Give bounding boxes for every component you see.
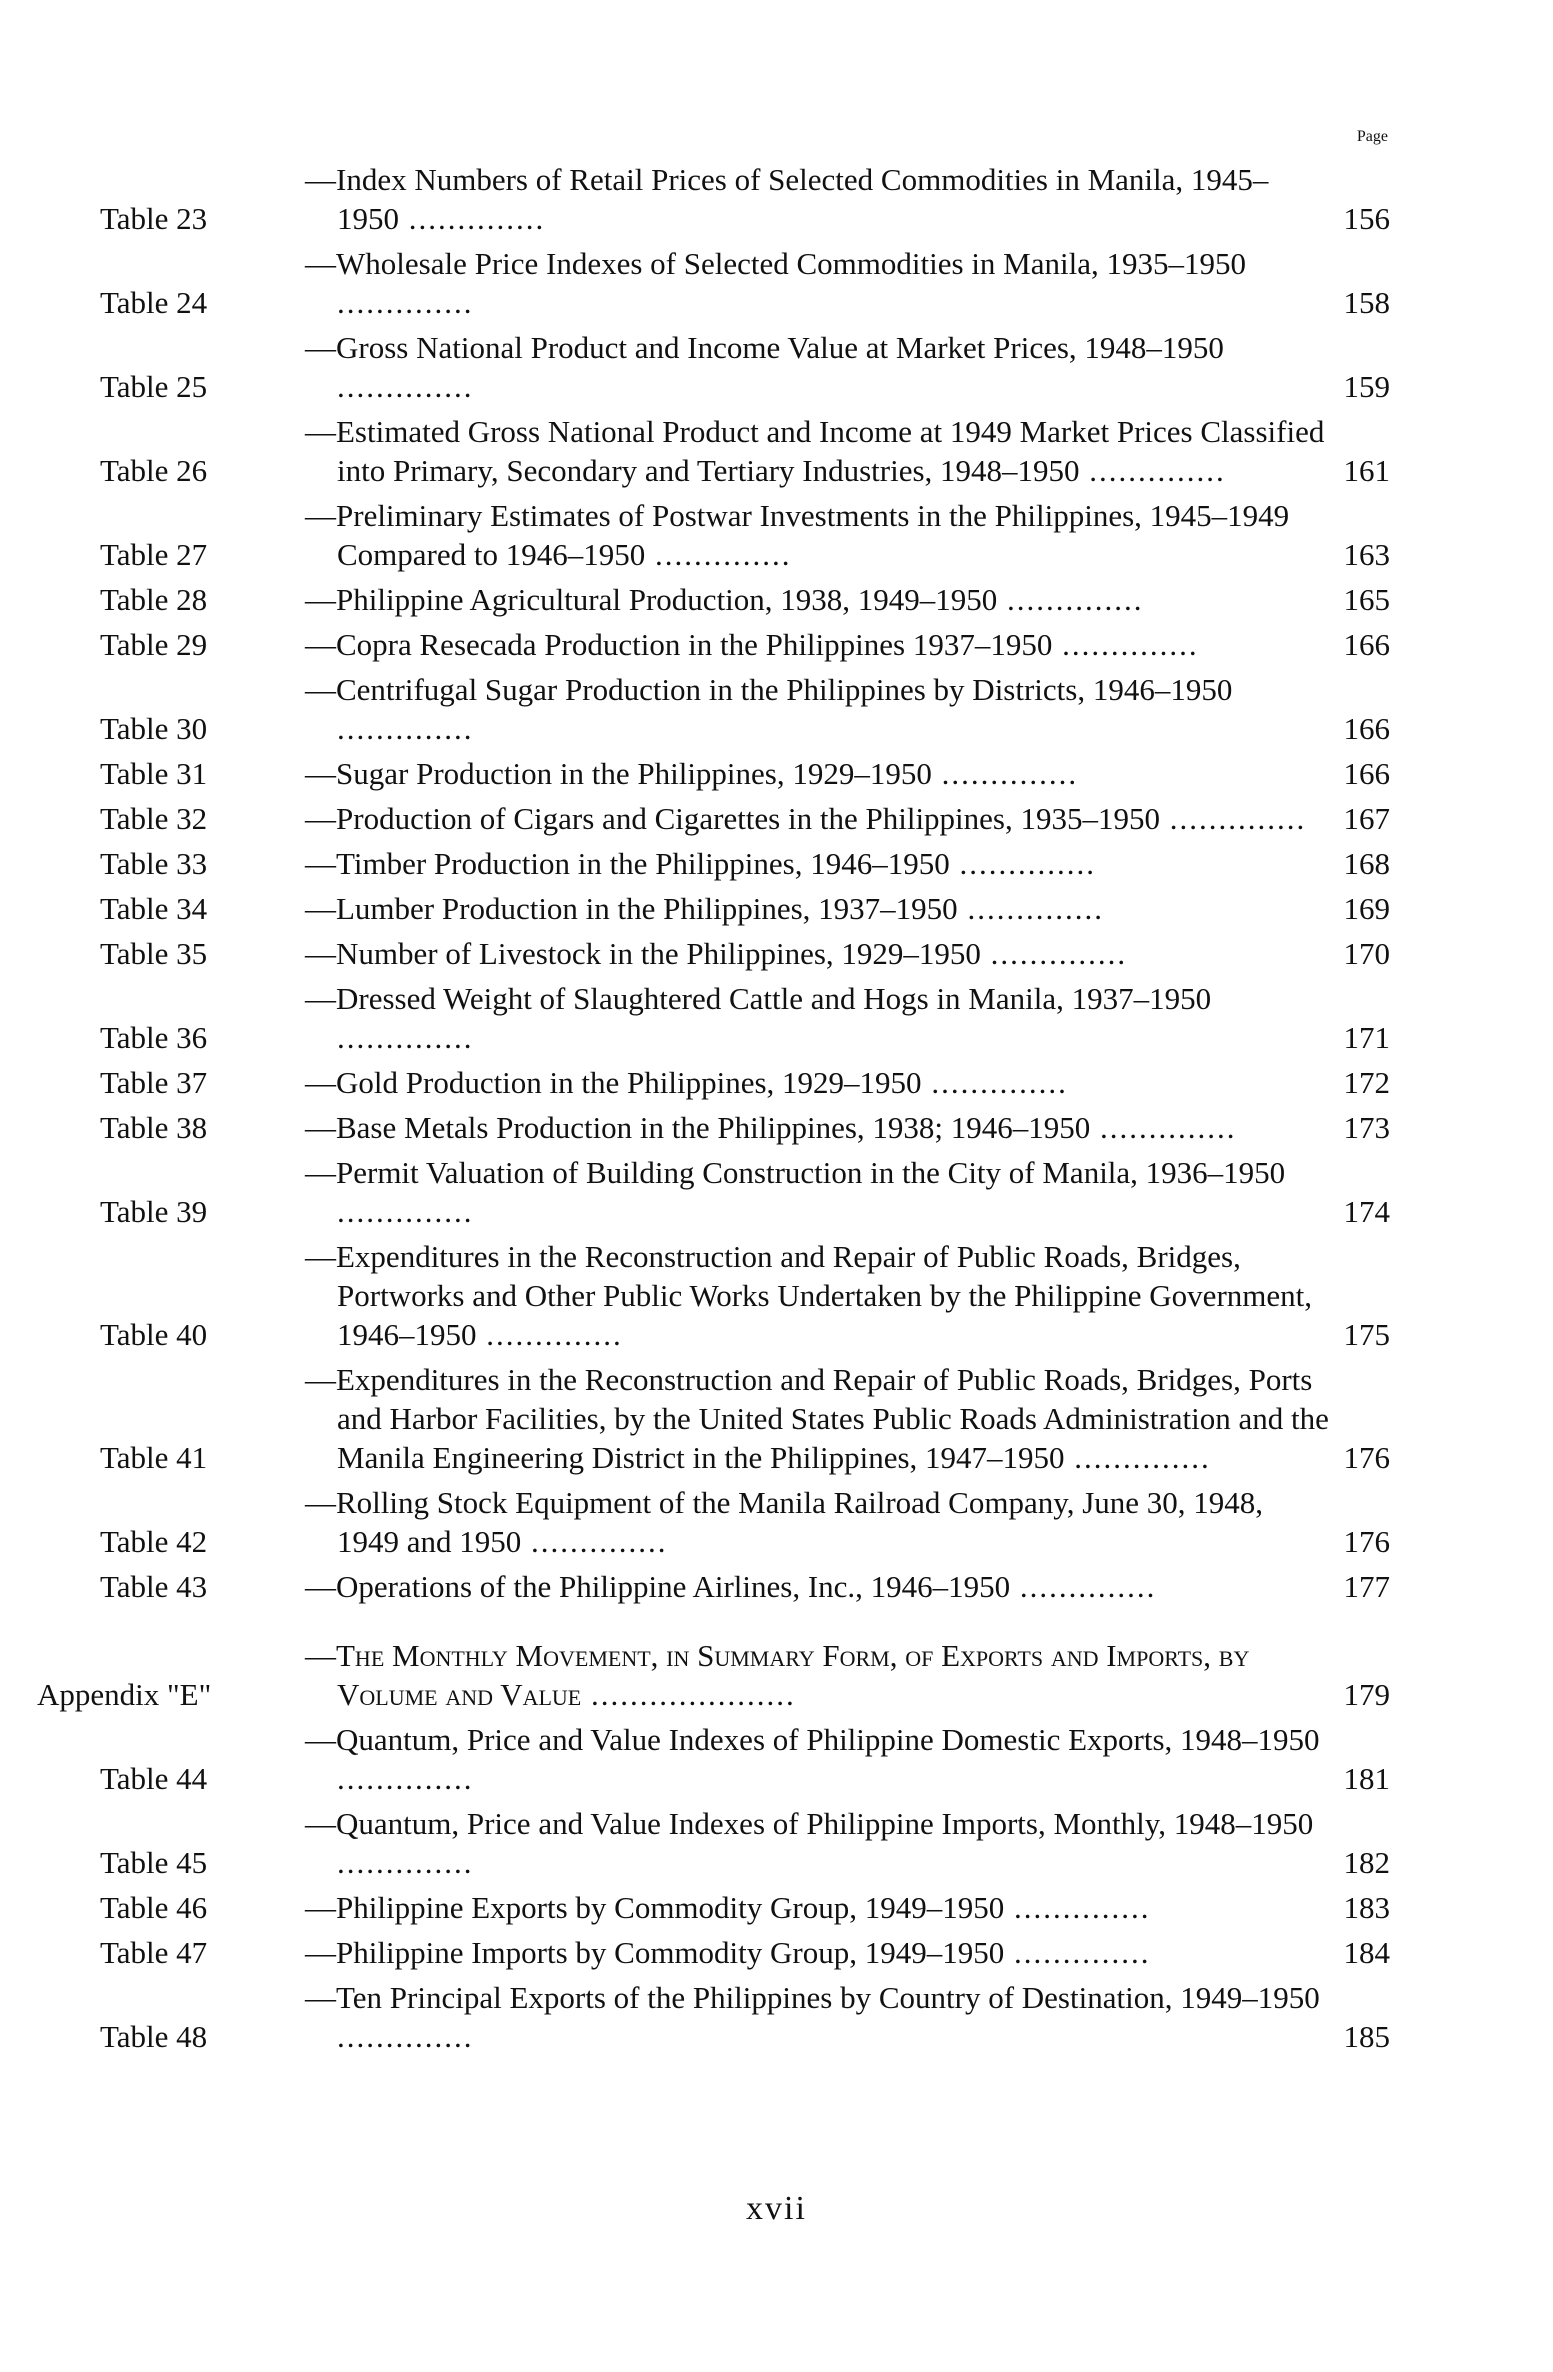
entry-page-number: 166 (1343, 756, 1390, 791)
entry-title (305, 328, 1330, 406)
toc-entry (100, 754, 1390, 793)
dot-leader: .............. (957, 891, 1104, 926)
entry-page-number: 176 (1343, 1524, 1390, 1559)
toc-entry (100, 934, 1390, 973)
dot-leader: .............. (476, 1317, 623, 1352)
entry-label: Table 35 (100, 936, 208, 971)
appendix-title (305, 1636, 1330, 1714)
entry-page-number: 165 (1343, 582, 1390, 617)
dot-leader: .............. (1079, 453, 1226, 488)
entry-label: Table 30 (100, 711, 208, 746)
entry-label: Table 41 (100, 1440, 208, 1475)
entry-label: Table 24 (100, 285, 208, 320)
toc-entry (100, 979, 1390, 1057)
entry-page-number: 167 (1343, 801, 1390, 836)
entry-title-text: —Production of Cigars and Cigarettes in the Philippines, 1935–1950 (305, 801, 1160, 836)
entry-title (305, 1567, 1330, 1606)
dot-leader: .............. (337, 369, 474, 404)
toc-entry (100, 1978, 1390, 2056)
entry-title-text: —Rolling Stock Equipment of the Manila Railroad Company, June 30, 1948, 1949 and 1950 (305, 1485, 1264, 1559)
dot-leader: .............. (399, 201, 546, 236)
dot-leader: .............. (337, 1020, 474, 1055)
entry-page-number: 181 (1343, 1761, 1390, 1796)
entry-title-text: —Expenditures in the Reconstruction and Repair of Public Roads, Bridges, Portworks and Other Public Works Undertaken by the Philippine Government, 1946–1950 (305, 1239, 1313, 1352)
entry-page-number: 163 (1343, 537, 1390, 572)
entry-label: Table 39 (100, 1194, 208, 1229)
entry-label: Table 33 (100, 846, 208, 881)
dot-leader: .............. (337, 2019, 474, 2054)
entry-title (305, 1933, 1330, 1972)
entry-label: Table 31 (100, 756, 208, 791)
entry-title (305, 412, 1330, 490)
entry-label: Table 25 (100, 369, 208, 404)
entry-title-text: —Philippine Imports by Commodity Group, 1949–1950 (305, 1935, 1005, 1970)
entry-title (305, 1804, 1330, 1882)
toc-entry (100, 496, 1390, 574)
toc-entry (100, 1888, 1390, 1927)
spacer (100, 1612, 1390, 1636)
entry-page-number: 174 (1343, 1194, 1390, 1229)
dot-leader: .............. (337, 711, 474, 746)
dot-leader: .............. (1010, 1569, 1157, 1604)
dot-leader: .............. (337, 1845, 474, 1880)
entry-label: Table 44 (100, 1761, 208, 1796)
entry-title (305, 1360, 1330, 1477)
toc-list (100, 160, 1390, 1606)
entry-title (305, 1720, 1330, 1798)
entry-title-text: —Base Metals Production in the Philippines, 1938; 1946–1950 (305, 1110, 1091, 1145)
toc-entry (100, 799, 1390, 838)
toc-entry (100, 625, 1390, 664)
entry-page-number: 166 (1343, 627, 1390, 662)
entry-title (305, 496, 1330, 574)
entry-title-text: —Copra Resecada Production in the Philippines 1937–1950 (305, 627, 1053, 662)
toc-entry (100, 1567, 1390, 1606)
entry-title-text: —Sugar Production in the Philippines, 1929–1950 (305, 756, 932, 791)
entry-label: Table 36 (100, 1020, 208, 1055)
entry-page-number: 161 (1343, 453, 1390, 488)
entry-label: Table 48 (100, 2019, 208, 2054)
entry-title-text: —Centrifugal Sugar Production in the Philippines by Districts, 1946–1950 (305, 672, 1233, 707)
entry-title (305, 625, 1330, 664)
toc-entry (100, 160, 1390, 238)
entry-title-text: —Gross National Product and Income Value at Market Prices, 1948–1950 (305, 330, 1224, 365)
entry-title-text: —Quantum, Price and Value Indexes of Philippine Domestic Exports, 1948–1950 (305, 1722, 1320, 1757)
toc-appendix-entry (37, 1636, 1390, 1714)
entry-page-number: 166 (1343, 711, 1390, 746)
appendix-title-text: —The Monthly Movement, in Summary Form, of Exports and Imports, by Volume and Value (305, 1638, 1250, 1712)
toc-entry (100, 1804, 1390, 1882)
entry-page-number: 175 (1343, 1317, 1390, 1352)
toc-entry (100, 1483, 1390, 1561)
entry-label: Table 40 (100, 1317, 208, 1352)
toc-entry (100, 670, 1390, 748)
entry-title (305, 889, 1330, 928)
entry-title-text: —Estimated Gross National Product and Income at 1949 Market Prices Classified into Primary, Secondary and Tertiary Industries, 1948–1950 (305, 414, 1325, 488)
dot-leader: .............. (645, 537, 792, 572)
entry-title-text: —Wholesale Price Indexes of Selected Commodities in Manila, 1935–1950 (305, 246, 1246, 281)
entry-title (305, 754, 1330, 793)
entry-title-text: —Dressed Weight of Slaughtered Cattle and Hogs in Manila, 1937–1950 (305, 981, 1212, 1016)
entry-title (305, 580, 1330, 619)
entry-title (305, 244, 1330, 322)
entry-title-text: —Philippine Exports by Commodity Group, 1949–1950 (305, 1890, 1005, 1925)
entry-label: Table 38 (100, 1110, 208, 1145)
appendix-page-number: 179 (1343, 1677, 1390, 1712)
toc-entry (100, 1237, 1390, 1354)
entry-title (305, 1063, 1330, 1102)
entry-page-number: 173 (1343, 1110, 1390, 1145)
dot-leader: .............. (1004, 1890, 1151, 1925)
entry-title-text: —Index Numbers of Retail Prices of Selected Commodities in Manila, 1945–1950 (305, 162, 1269, 236)
entry-title (305, 1153, 1330, 1231)
entry-title-text: —Permit Valuation of Building Construction in the City of Manila, 1936–1950 (305, 1155, 1286, 1190)
appendix-label: Appendix "E" (37, 1677, 212, 1712)
entry-title (305, 979, 1330, 1057)
dot-leader: .............. (980, 936, 1128, 971)
toc-entry (100, 1108, 1390, 1147)
dot-leader: .............. (949, 846, 1096, 881)
entry-label: Table 45 (100, 1845, 208, 1880)
entry-title-text: —Expenditures in the Reconstruction and Repair of Public Roads, Bridges, Ports and Harbor Facilities, by the United States Public Roads Administration and the Manila Engineering District in the Philippines, 1947–1950 (305, 1362, 1329, 1475)
entry-label: Table 29 (100, 627, 208, 662)
entry-title (305, 1237, 1330, 1354)
dot-leader: .............. (921, 1065, 1068, 1100)
toc-entry (100, 244, 1390, 322)
toc-entry (100, 1153, 1390, 1231)
entry-title (305, 934, 1330, 973)
entry-title (305, 844, 1330, 883)
entry-page-number: 170 (1343, 936, 1390, 971)
entry-label: Table 47 (100, 1935, 208, 1970)
entry-label: Table 34 (100, 891, 208, 926)
entry-title-text: —Lumber Production in the Philippines, 1937–1950 (305, 891, 958, 926)
entry-page-number: 159 (1343, 369, 1390, 404)
entry-label: Table 43 (100, 1569, 208, 1604)
dot-leader: .............. (337, 1194, 474, 1229)
entry-page-number: 158 (1343, 285, 1390, 320)
toc-entry (100, 889, 1390, 928)
entry-page-number: 185 (1343, 2019, 1390, 2054)
entry-title-text: —Quantum, Price and Value Indexes of Philippine Imports, Monthly, 1948–1950 (305, 1806, 1314, 1841)
toc-entry (100, 328, 1390, 406)
entry-title (305, 1888, 1330, 1927)
entry-title (305, 799, 1330, 838)
entry-page-number: 168 (1343, 846, 1390, 881)
dot-leader: .............. (1064, 1440, 1211, 1475)
entry-title-text: —Preliminary Estimates of Postwar Investments in the Philippines, 1945–1949 Compared to 1946–1950 (305, 498, 1290, 572)
dot-leader: .............. (1004, 1935, 1151, 1970)
toc-appendix-list (100, 1720, 1390, 2056)
entry-label: Table 26 (100, 453, 208, 488)
entry-title-text: —Ten Principal Exports of the Philippines by Country of Destination, 1949–1950 (305, 1980, 1320, 2015)
dot-leader: .............. (931, 756, 1079, 791)
toc-entry (100, 844, 1390, 883)
page-column-heading: Page (1356, 128, 1388, 145)
entry-page-number: 172 (1343, 1065, 1390, 1100)
entry-title (305, 160, 1330, 238)
entry-label: Table 28 (100, 582, 208, 617)
entry-page-number: 182 (1343, 1845, 1390, 1880)
entry-page-number: 183 (1343, 1890, 1390, 1925)
toc-entry (100, 1933, 1390, 1972)
toc-entry (100, 1063, 1390, 1102)
entry-page-number: 176 (1343, 1440, 1390, 1475)
toc-entry (100, 580, 1390, 619)
dot-leader: .............. (1160, 801, 1307, 836)
entry-label: Table 37 (100, 1065, 208, 1100)
toc-entry (100, 1360, 1390, 1477)
table-of-contents (37, 160, 1390, 2062)
entry-title (305, 1108, 1330, 1147)
entry-title-text: —Number of Livestock in the Philippines, 1929–1950 (305, 936, 981, 971)
dot-leader: .............. (997, 582, 1144, 617)
page-folio: xvii (746, 2190, 807, 2227)
dot-leader: .............. (1052, 627, 1199, 662)
entry-label: Table 46 (100, 1890, 208, 1925)
entry-label: Table 23 (100, 201, 208, 236)
dot-leader: .............. (337, 285, 474, 320)
entry-title (305, 1483, 1330, 1561)
entry-title-text: —Philippine Agricultural Production, 1938, 1949–1950 (305, 582, 998, 617)
entry-label: Table 42 (100, 1524, 208, 1559)
dot-leader: ..................... (581, 1677, 796, 1712)
entry-page-number: 184 (1343, 1935, 1390, 1970)
entry-title-text: —Timber Production in the Philippines, 1946–1950 (305, 846, 950, 881)
entry-label: Table 27 (100, 537, 208, 572)
entry-title (305, 670, 1330, 748)
dot-leader: .............. (1090, 1110, 1237, 1145)
entry-title-text: —Operations of the Philippine Airlines, Inc., 1946–1950 (305, 1569, 1011, 1604)
dot-leader: .............. (337, 1761, 474, 1796)
entry-label: Table 32 (100, 801, 208, 836)
entry-title (305, 1978, 1330, 2056)
entry-page-number: 156 (1343, 201, 1390, 236)
entry-page-number: 169 (1343, 891, 1390, 926)
toc-entry (100, 1720, 1390, 1798)
entry-title-text: —Gold Production in the Philippines, 1929–1950 (305, 1065, 922, 1100)
toc-entry (100, 412, 1390, 490)
entry-page-number: 177 (1343, 1569, 1390, 1604)
dot-leader: .............. (521, 1524, 668, 1559)
entry-page-number: 171 (1343, 1020, 1390, 1055)
